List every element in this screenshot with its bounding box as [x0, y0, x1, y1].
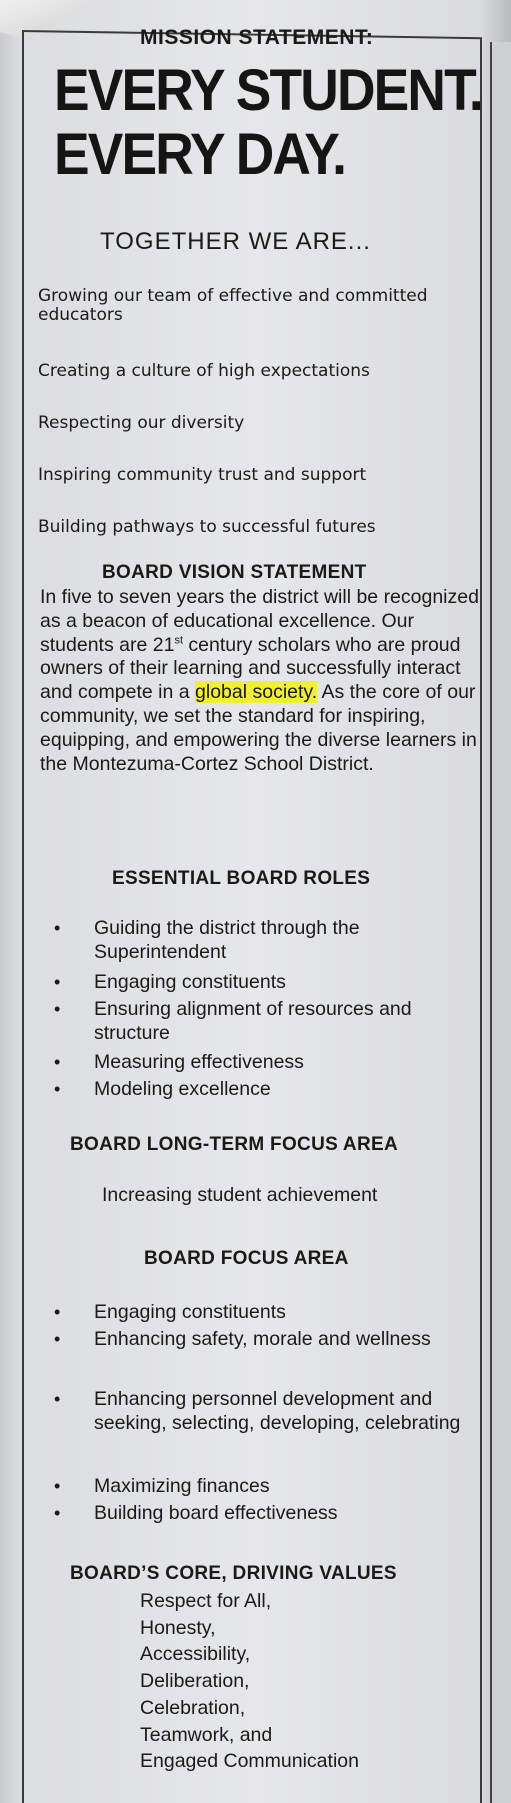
bullet-icon: • — [54, 1329, 61, 1349]
value-item: Celebration, — [140, 1696, 246, 1719]
values-heading: BOARD’S CORE, DRIVING VALUES — [70, 1563, 397, 1584]
mission-item: Creating a culture of high expectations — [38, 361, 370, 381]
vision-text-3: As the core of our community, we set the standard for inspiring, equipping, and empowering the diverse learners in the Montezuma-Cortez School District. — [40, 681, 477, 775]
long-term-text: Increasing student achievement — [102, 1184, 378, 1206]
slogan-line-1: EVERY STUDENT. — [54, 58, 482, 123]
bullet-icon: • — [54, 1503, 61, 1523]
bullet-icon: • — [54, 1052, 61, 1072]
bullet-icon: • — [54, 1079, 61, 1099]
value-item: Engaged Communication — [140, 1750, 359, 1773]
vision-heading: BOARD VISION STATEMENT — [102, 562, 367, 583]
value-item: Honesty, — [140, 1616, 216, 1639]
focus-heading: BOARD FOCUS AREA — [144, 1248, 349, 1269]
mission-item: Respecting our diversity — [38, 413, 245, 433]
vision-text-2: century scholars who are proud owners of their learning and successfully interact and compete in a — [40, 633, 461, 704]
mission-item: Inspiring community trust and support — [38, 465, 367, 485]
value-item: Deliberation, — [140, 1670, 250, 1693]
vision-paragraph — [40, 586, 480, 776]
mission-item: Growing our team of effective and committed educators — [38, 286, 428, 325]
page-border-left — [22, 30, 24, 1803]
vision-text-1: In five to seven years the district will be recognized as a beacon of educational excellence. Our students are 21 — [40, 586, 479, 656]
slogan-line-2: EVERY DAY. — [54, 122, 346, 187]
value-item: Accessibility, — [140, 1643, 251, 1666]
mission-item: Building pathways to successful futures — [38, 517, 376, 537]
torn-corner — [0, 0, 90, 40]
ordinal-suffix: st — [174, 634, 183, 647]
adjacent-page-strip — [490, 42, 511, 1803]
value-item: Teamwork, and — [140, 1723, 273, 1746]
together-we-are: TOGETHER WE ARE... — [100, 228, 371, 255]
value-item: Respect for All, — [140, 1590, 272, 1612]
highlighted-text: global society. — [195, 681, 318, 704]
bullet-icon: • — [54, 999, 61, 1019]
bullet-icon: • — [54, 918, 61, 938]
page-border-right — [480, 38, 482, 1803]
bullet-icon: • — [54, 1476, 61, 1496]
roles-heading: ESSENTIAL BOARD ROLES — [112, 868, 371, 889]
bullet-icon: • — [54, 1302, 61, 1322]
long-term-heading: BOARD LONG-TERM FOCUS AREA — [70, 1134, 398, 1155]
bullet-icon: • — [54, 1389, 61, 1409]
mission-heading: MISSION STATEMENT: — [140, 26, 374, 49]
values-list — [140, 1588, 359, 1775]
bullet-icon: • — [54, 972, 61, 992]
